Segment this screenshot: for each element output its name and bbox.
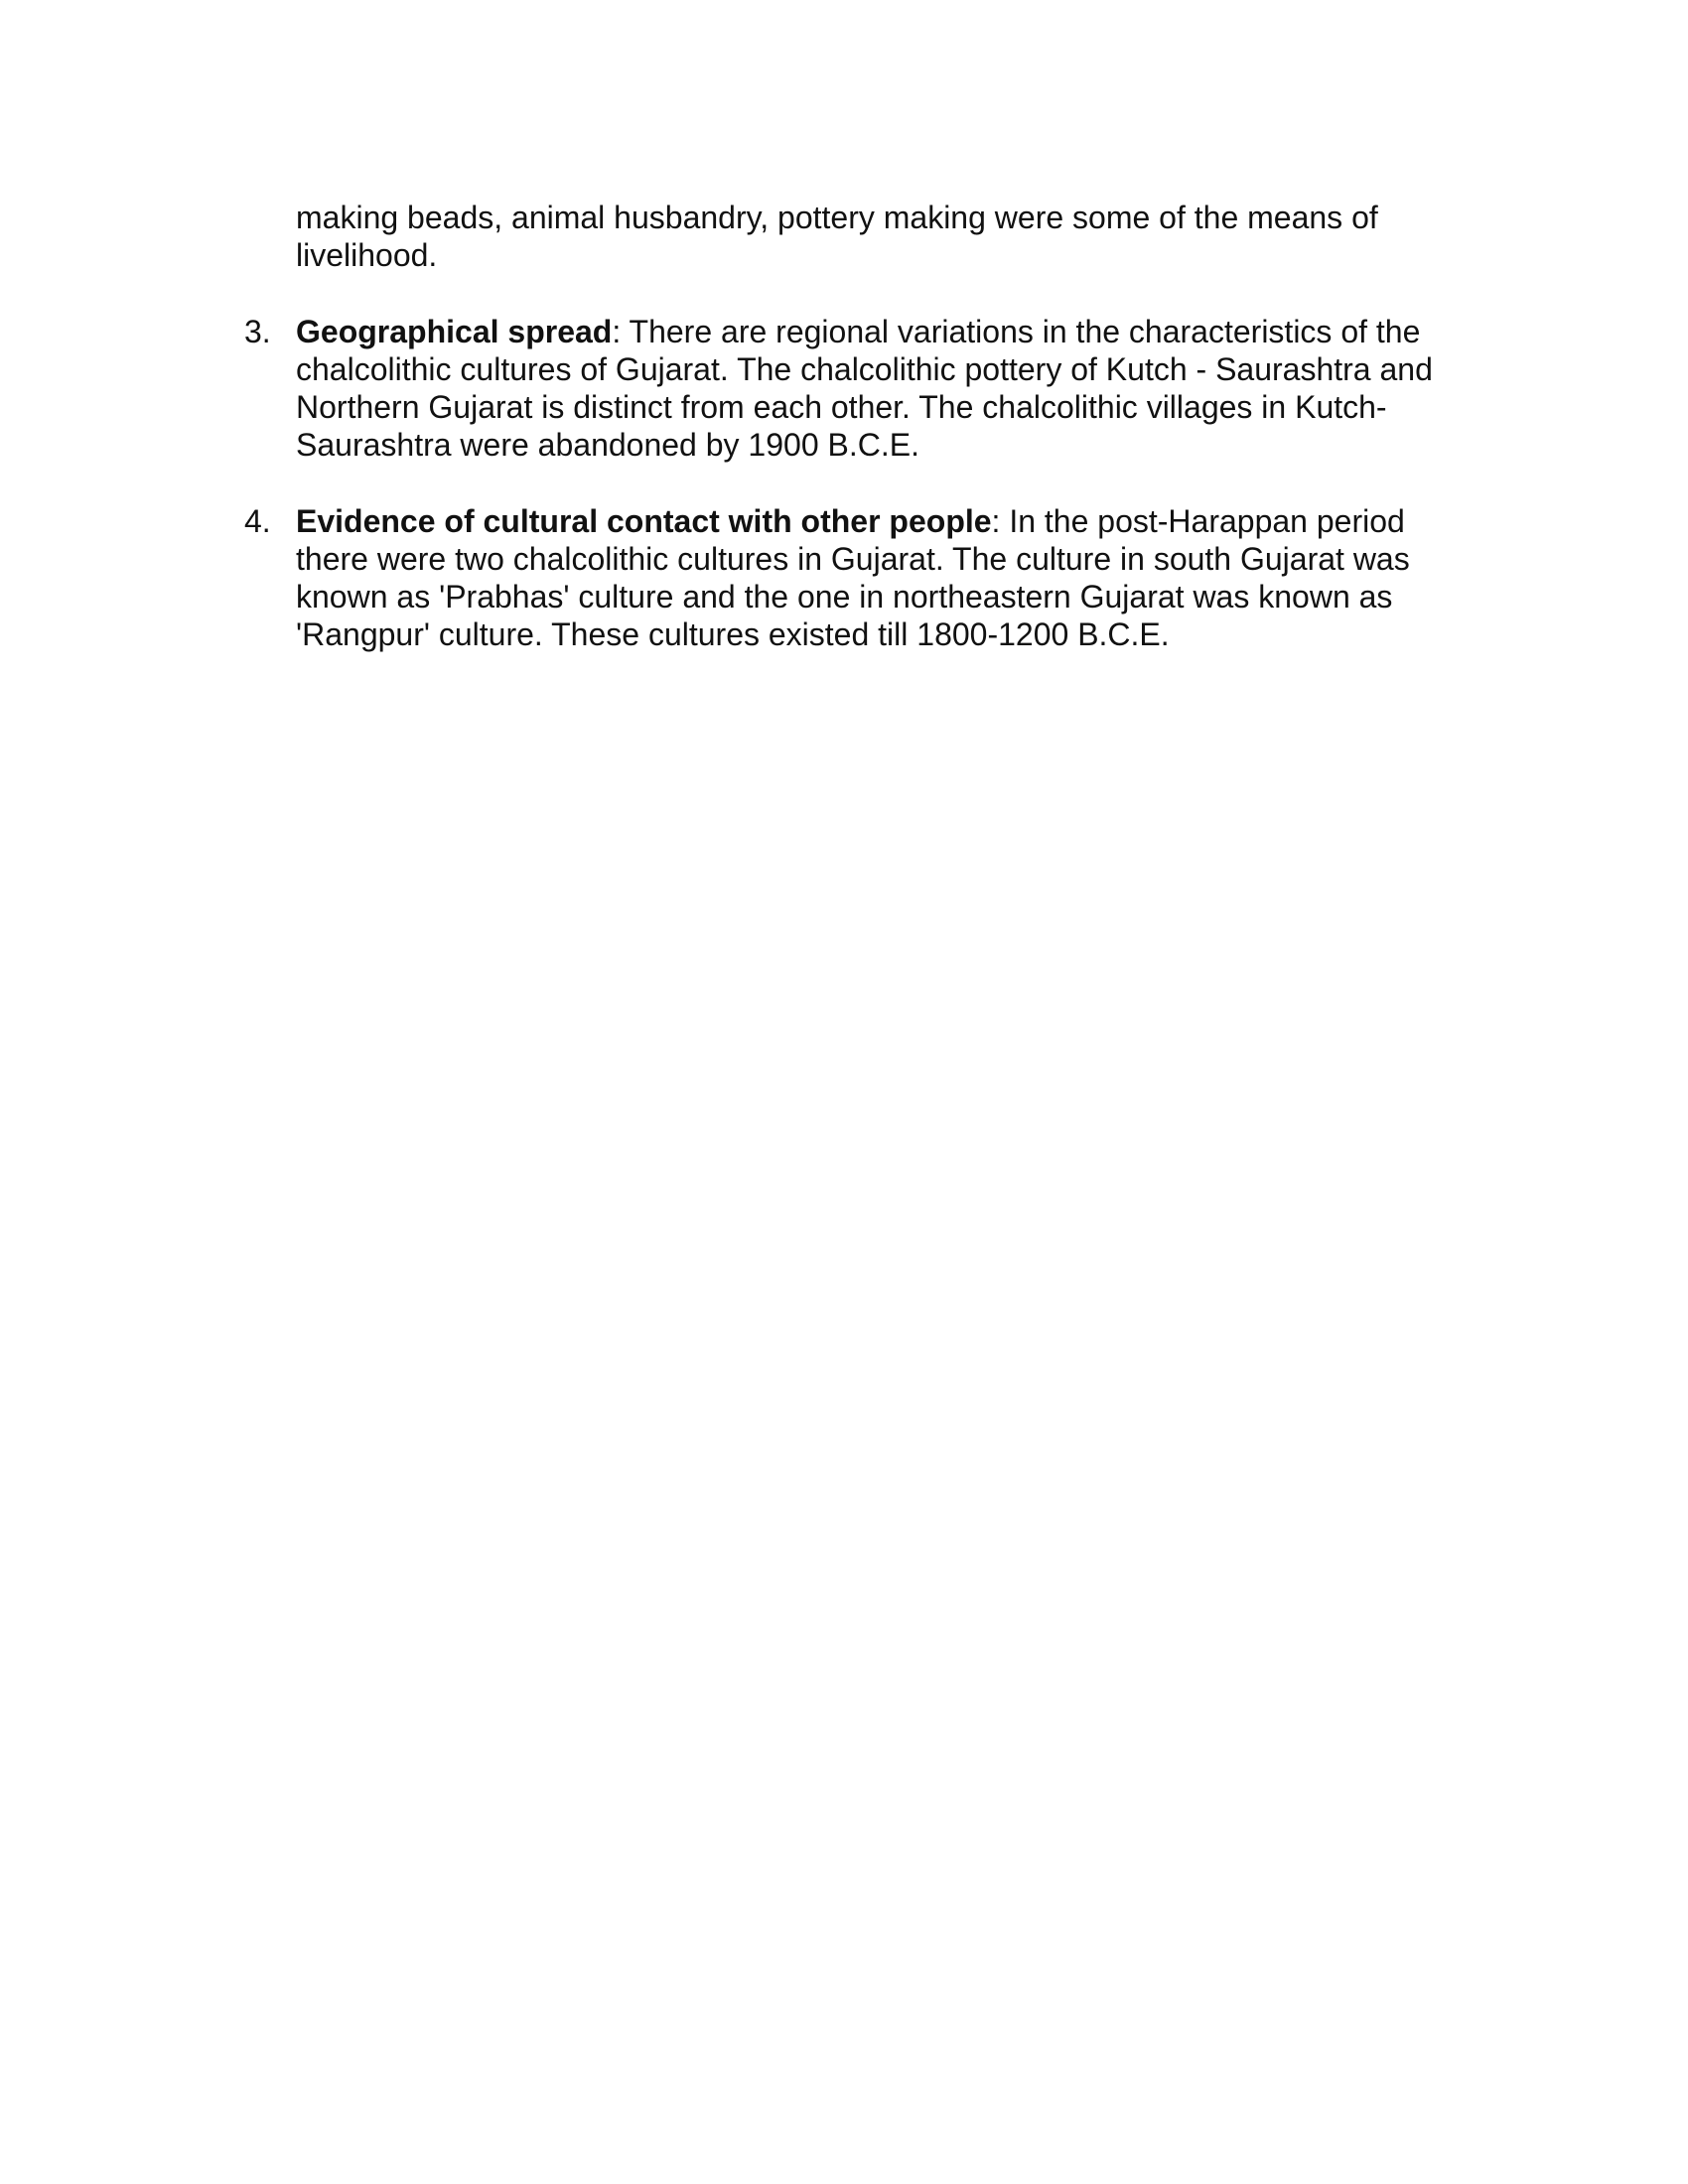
list-item-term: Geographical spread: [296, 314, 613, 349]
list-item-number: 3.: [244, 314, 271, 349]
continuation-paragraph: [296, 199, 1507, 274]
text-line: Northern Gujarat is distinct from each other. The chalcolithic villages in Kutch-: [296, 389, 1387, 425]
page-content: [244, 199, 1507, 692]
list-item-cultural-contact: [244, 502, 1507, 653]
list-item-term: Evidence of cultural contact with other people: [296, 503, 992, 539]
text-line: known as 'Prabhas' culture and the one in northeastern Gujarat was known as: [296, 579, 1393, 614]
list-item-number: 4.: [244, 503, 271, 539]
text-line: There are regional variations in the characteristics of the: [629, 314, 1421, 349]
text-line: Saurashtra were abandoned by 1900 B.C.E.: [296, 427, 919, 463]
text-line: 'Rangpur' culture. These cultures existed till 1800-1200 B.C.E.: [296, 616, 1170, 652]
text-line: chalcolithic cultures of Gujarat. The chalcolithic pottery of Kutch - Saurashtra and: [296, 351, 1433, 387]
list-item-geographical-spread: [244, 313, 1507, 464]
text-line: there were two chalcolithic cultures in Gujarat. The culture in south Gujarat was: [296, 541, 1410, 577]
text-line: making beads, animal husbandry, pottery making were some of the means of: [296, 200, 1378, 235]
term-separator: :: [991, 503, 1010, 539]
text-line: livelihood.: [296, 237, 438, 273]
term-separator: :: [612, 314, 630, 349]
text-line: In the post-Harappan period: [1009, 503, 1405, 539]
